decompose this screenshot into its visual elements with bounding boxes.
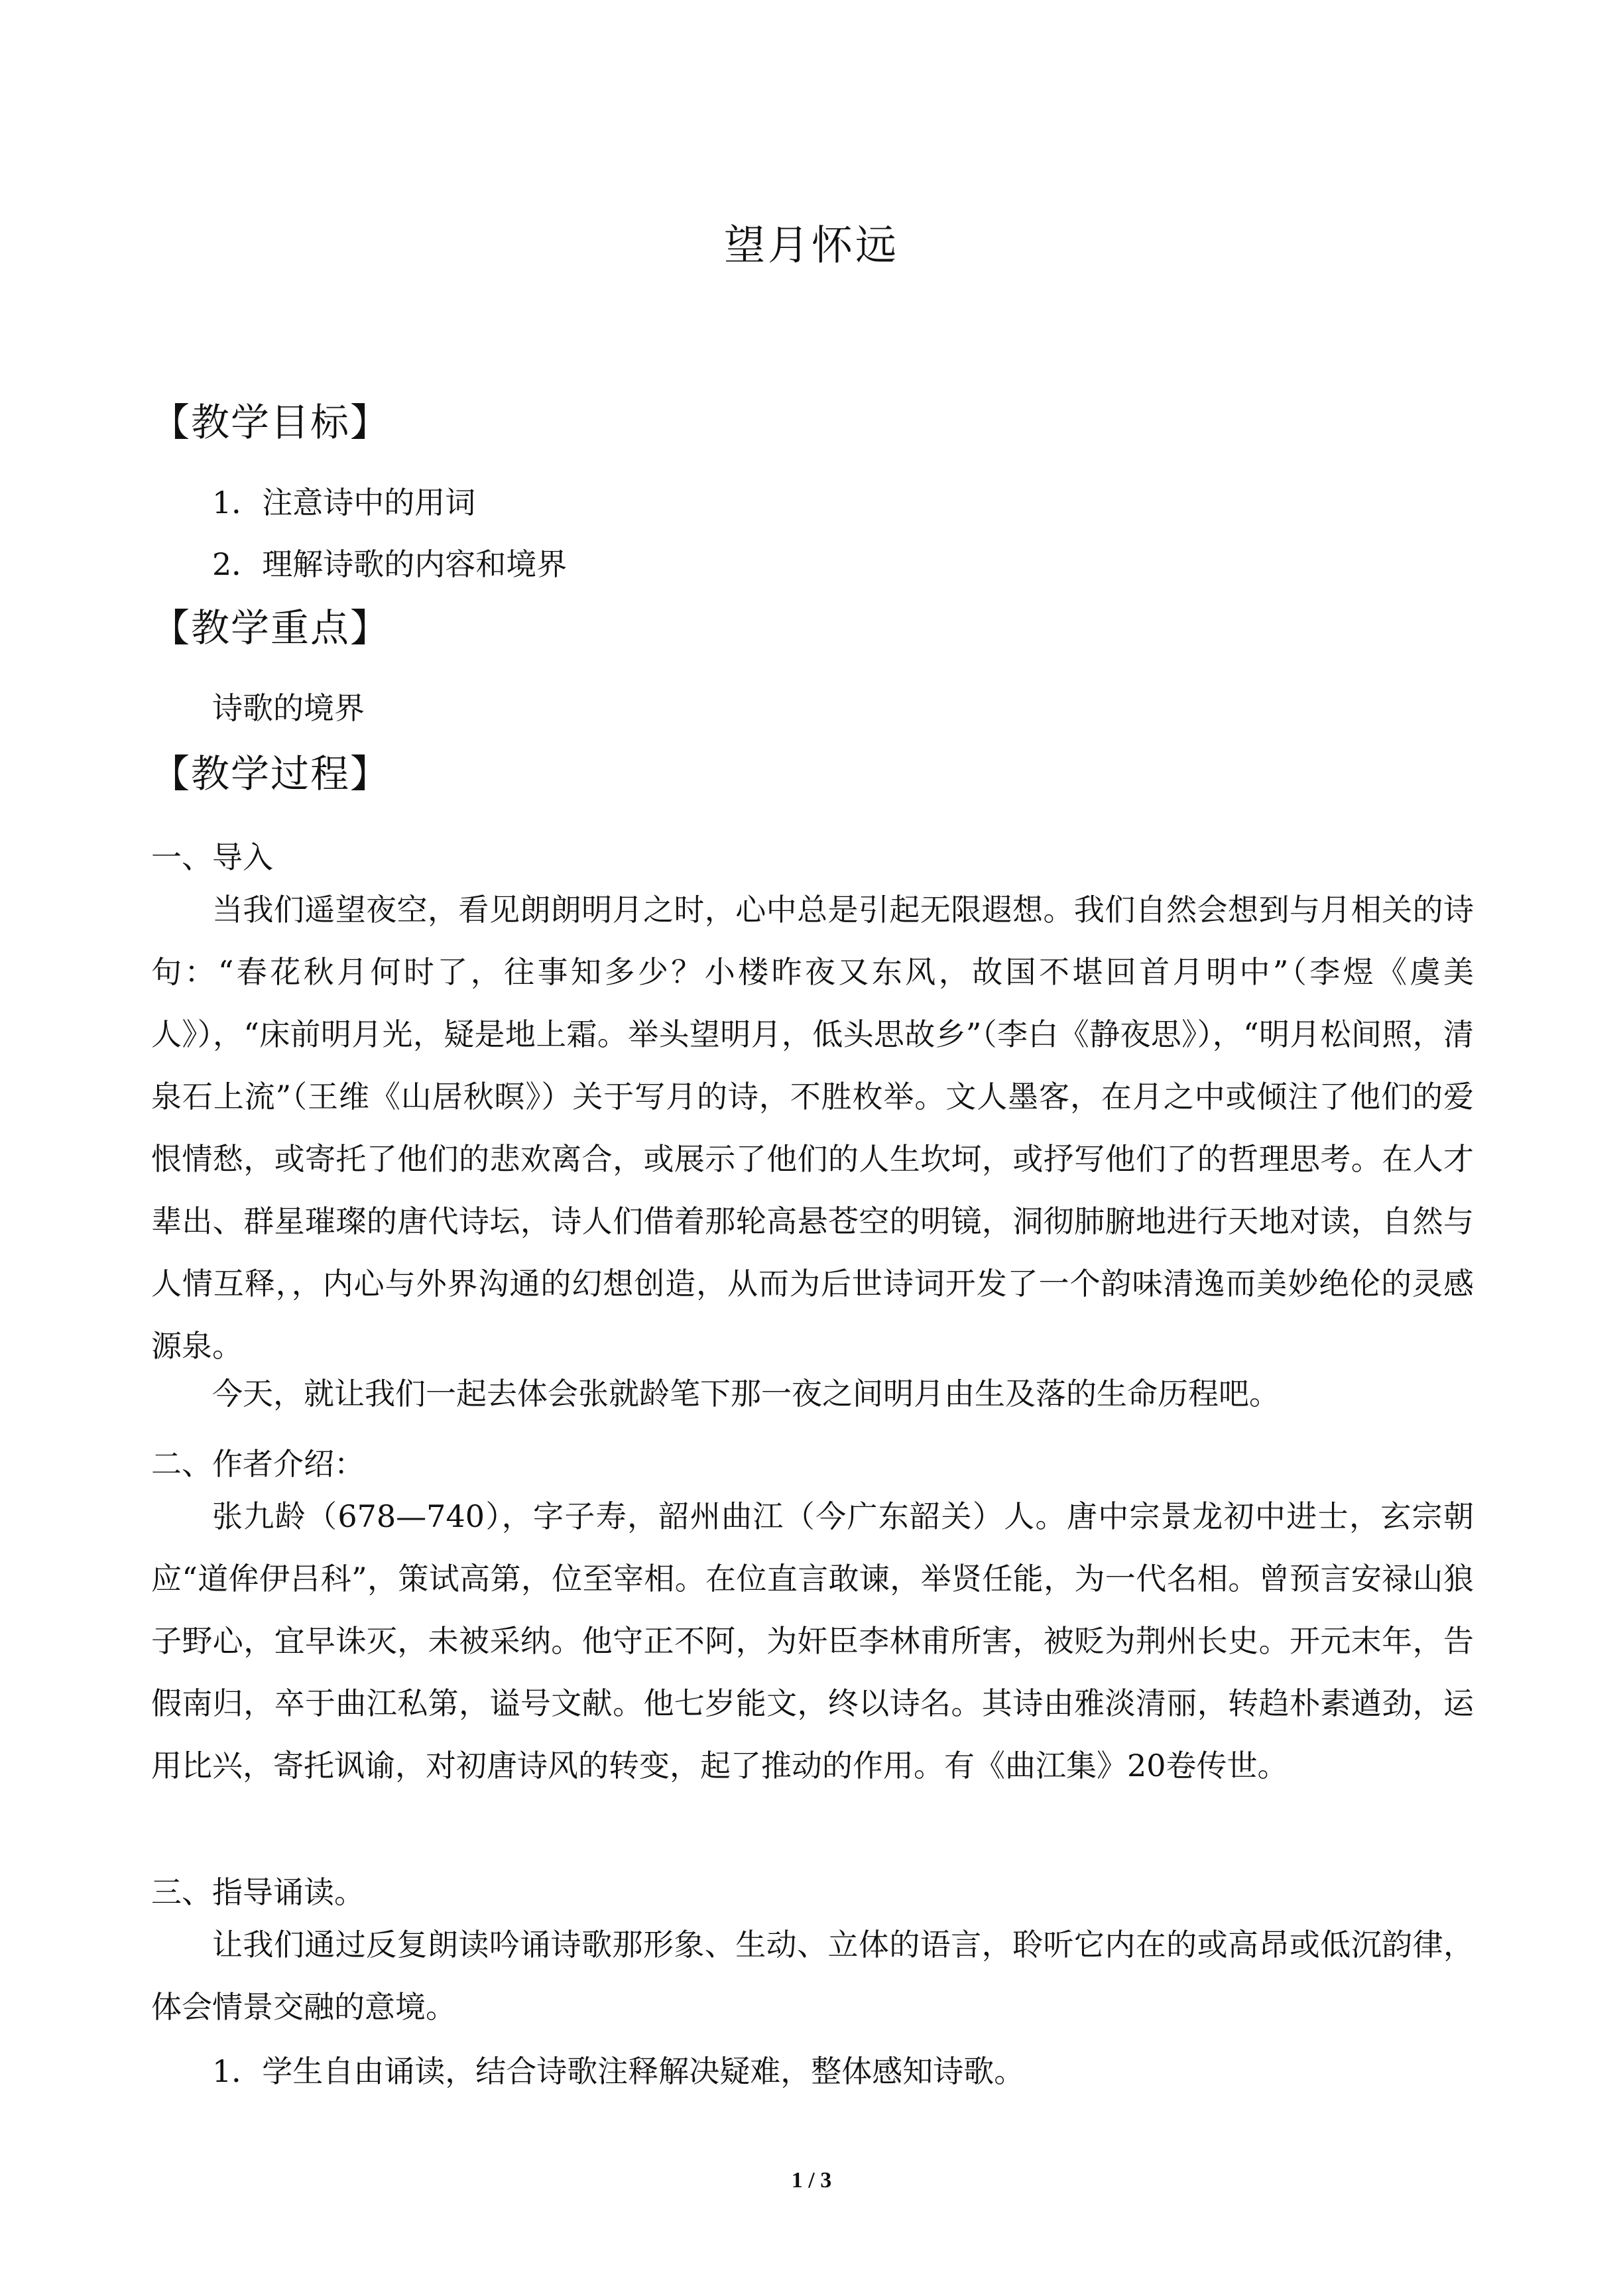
- document-title: 望月怀远: [723, 221, 899, 269]
- author-heading: 二、作者介绍：: [151, 1446, 365, 1482]
- intro-paragraph-2: 今天，就让我们一起去体会张就龄笔下那一夜之间明月由生及落的生命历程吧。: [212, 1376, 1280, 1412]
- reading-heading: 三、指导诵读。: [151, 1874, 365, 1910]
- reading-step-1: 1．学生自由诵读，结合诗歌注释解决疑难，整体感知诗歌。: [212, 2053, 1025, 2089]
- page-number: 1 / 3: [791, 2168, 832, 2193]
- focus-heading: 【教学重点】: [151, 605, 391, 650]
- process-heading: 【教学过程】: [151, 751, 391, 796]
- objective-item-1: 1．注意诗中的用词: [212, 485, 476, 520]
- objectives-heading: 【教学目标】: [151, 400, 391, 445]
- author-paragraph: 张九龄（678—740），字子寿，韶州曲江（今广东韶关）人。唐中宗景龙初中进士，玄宗朝应“道侔伊吕科”，策试高第，位至宰相。在位直言敢谏，举贤任能，为一代名相。曾预言安禄山狼子野心，宜早诛灭，未被采纳。他守正不阿，为奸臣李林甫所害，被贬为荆州长史。开元末年，告假南归，卒于曲江私第，谥号文献。他七岁能文，终以诗名。其诗由雅淡清丽，转趋朴素遒劲，运用比兴，寄托讽谕，对初唐诗风的转变，起了推动的作用。有《曲江集》20卷传世。: [151, 1498, 1474, 1783]
- intro-heading: 一、导入: [151, 839, 273, 875]
- objective-item-2: 2．理解诗歌的内容和境界: [212, 546, 568, 582]
- intro-paragraph-1: 当我们遥望夜空，看见朗朗明月之时，心中总是引起无限遐想。我们自然会想到与月相关的诗句：“春花秋月何时了，往事知多少？小楼昨夜又东风，故国不堪回首月明中”（李煜《虞美人》），“床前明月光，疑是地上霜。举头望明月，低头思故乡”（李白《静夜思》），“明月松间照，清泉石上流”（王维《山居秋暝》）关于写月的诗，不胜枚举。文人墨客，在月之中或倾注了他们的爱恨情愁，或寄托了他们的悲欢离合，或展示了他们的人生坎坷，或抒写他们了的哲理思考。在人才辈出、群星璀璨的唐代诗坛，诗人们借着那轮高悬苍空的明镜，洞彻肺腑地进行天地对读，自然与人情互释，，内心与外界沟通的幻想创造，从而为后世诗词开发了一个韵味清逸而美妙绝伦的灵感源泉。: [151, 892, 1474, 1364]
- reading-paragraph: 让我们通过反复朗读吟诵诗歌那形象、生动、立体的语言，聆听它内在的或高昂或低沉韵律，体会情景交融的意境。: [151, 1927, 1474, 2025]
- focus-text: 诗歌的境界: [212, 690, 365, 726]
